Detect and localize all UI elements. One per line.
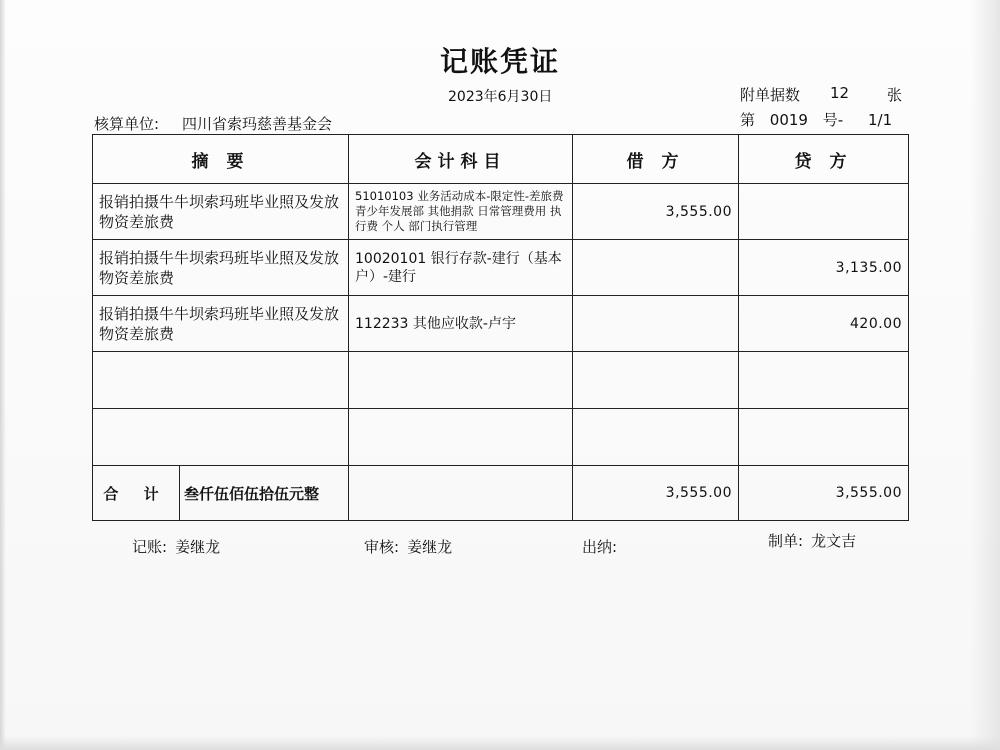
reviewer-label: 审核:: [364, 538, 400, 556]
voucher-title: 记账凭证: [439, 45, 560, 78]
scan-shadow-right: [970, 0, 1000, 750]
bookkeeper-name: 姜继龙: [175, 538, 221, 556]
total-spacer: [349, 466, 573, 521]
empty-cell: [93, 352, 349, 409]
voucher-page: 1/1: [867, 111, 893, 129]
table-row-empty: [93, 352, 909, 409]
reviewer-name: 姜继龙: [407, 538, 453, 556]
table-row-empty: [93, 409, 909, 466]
row-account: 10020101 银行存款-建行（基本户）-建行: [349, 240, 573, 296]
empty-cell: [573, 352, 739, 409]
preparer-signature: [768, 530, 856, 551]
preparer-label: 制单:: [768, 532, 804, 550]
table-row: [93, 296, 909, 352]
row-account: 51010103 业务活动成本-限定性-差旅费 青少年发展部 其他捐款 日常管理费用 执行费 个人 部门执行管理: [349, 184, 573, 240]
row-account: 112233 其他应收款-卢宇: [349, 296, 573, 352]
row-summary: 报销拍摄牛牛坝索玛班毕业照及发放物资差旅费: [93, 296, 349, 352]
bookkeeper-label: 记账:: [132, 538, 168, 556]
column-header-credit: 贷 方: [739, 135, 909, 184]
row-debit: [573, 296, 739, 352]
voucher-number: [740, 109, 902, 130]
row-debit: [573, 240, 739, 296]
table-header-row: [93, 135, 909, 184]
voucher-number-value: 0019: [769, 111, 808, 129]
voucher-table: [92, 134, 909, 521]
total-debit: 3,555.00: [573, 466, 739, 521]
attachments-unit: 张: [887, 86, 903, 104]
empty-cell: [349, 409, 573, 466]
table-row: [93, 240, 909, 296]
table-total-row: [93, 466, 909, 521]
accounting-unit-name: 四川省索玛慈善基金会: [182, 115, 333, 133]
voucher-date: 2023年6月30日: [448, 89, 553, 105]
attachments-label: 附单据数: [740, 86, 801, 104]
row-summary: 报销拍摄牛牛坝索玛班毕业照及发放物资差旅费: [93, 240, 349, 296]
total-cell: [93, 466, 349, 521]
empty-cell: [739, 409, 909, 466]
empty-cell: [573, 409, 739, 466]
total-credit: 3,555.00: [739, 466, 909, 521]
accounting-unit-label: 核算单位:: [94, 115, 160, 133]
cashier-signature: [582, 536, 625, 557]
empty-cell: [349, 352, 573, 409]
total-label: 合 计: [93, 466, 180, 520]
row-debit: 3,555.00: [573, 184, 739, 240]
row-credit: [739, 184, 909, 240]
row-credit: 3,135.00: [739, 240, 909, 296]
total-amount-in-words: 叁仟伍佰伍拾伍元整: [184, 484, 320, 503]
cashier-label: 出纳:: [582, 538, 618, 556]
scan-shadow-bottom: [0, 736, 1000, 750]
empty-cell: [739, 352, 909, 409]
voucher-prefix: 第: [740, 111, 756, 129]
scan-shadow-left: [0, 0, 6, 750]
voucher-suffix: 号-: [822, 111, 844, 129]
row-summary: 报销拍摄牛牛坝索玛班毕业照及发放物资差旅费: [93, 184, 349, 240]
column-header-summary: 摘 要: [93, 135, 349, 184]
reviewer-signature: [364, 536, 452, 557]
attachments-count: 12: [830, 84, 850, 102]
column-header-account: 会计科目: [349, 135, 573, 184]
empty-cell: [93, 409, 349, 466]
table-row: [93, 184, 909, 240]
preparer-name: 龙文吉: [811, 532, 857, 550]
column-header-debit: 借 方: [573, 135, 739, 184]
row-credit: 420.00: [739, 296, 909, 352]
bookkeeper-signature: [132, 536, 220, 557]
